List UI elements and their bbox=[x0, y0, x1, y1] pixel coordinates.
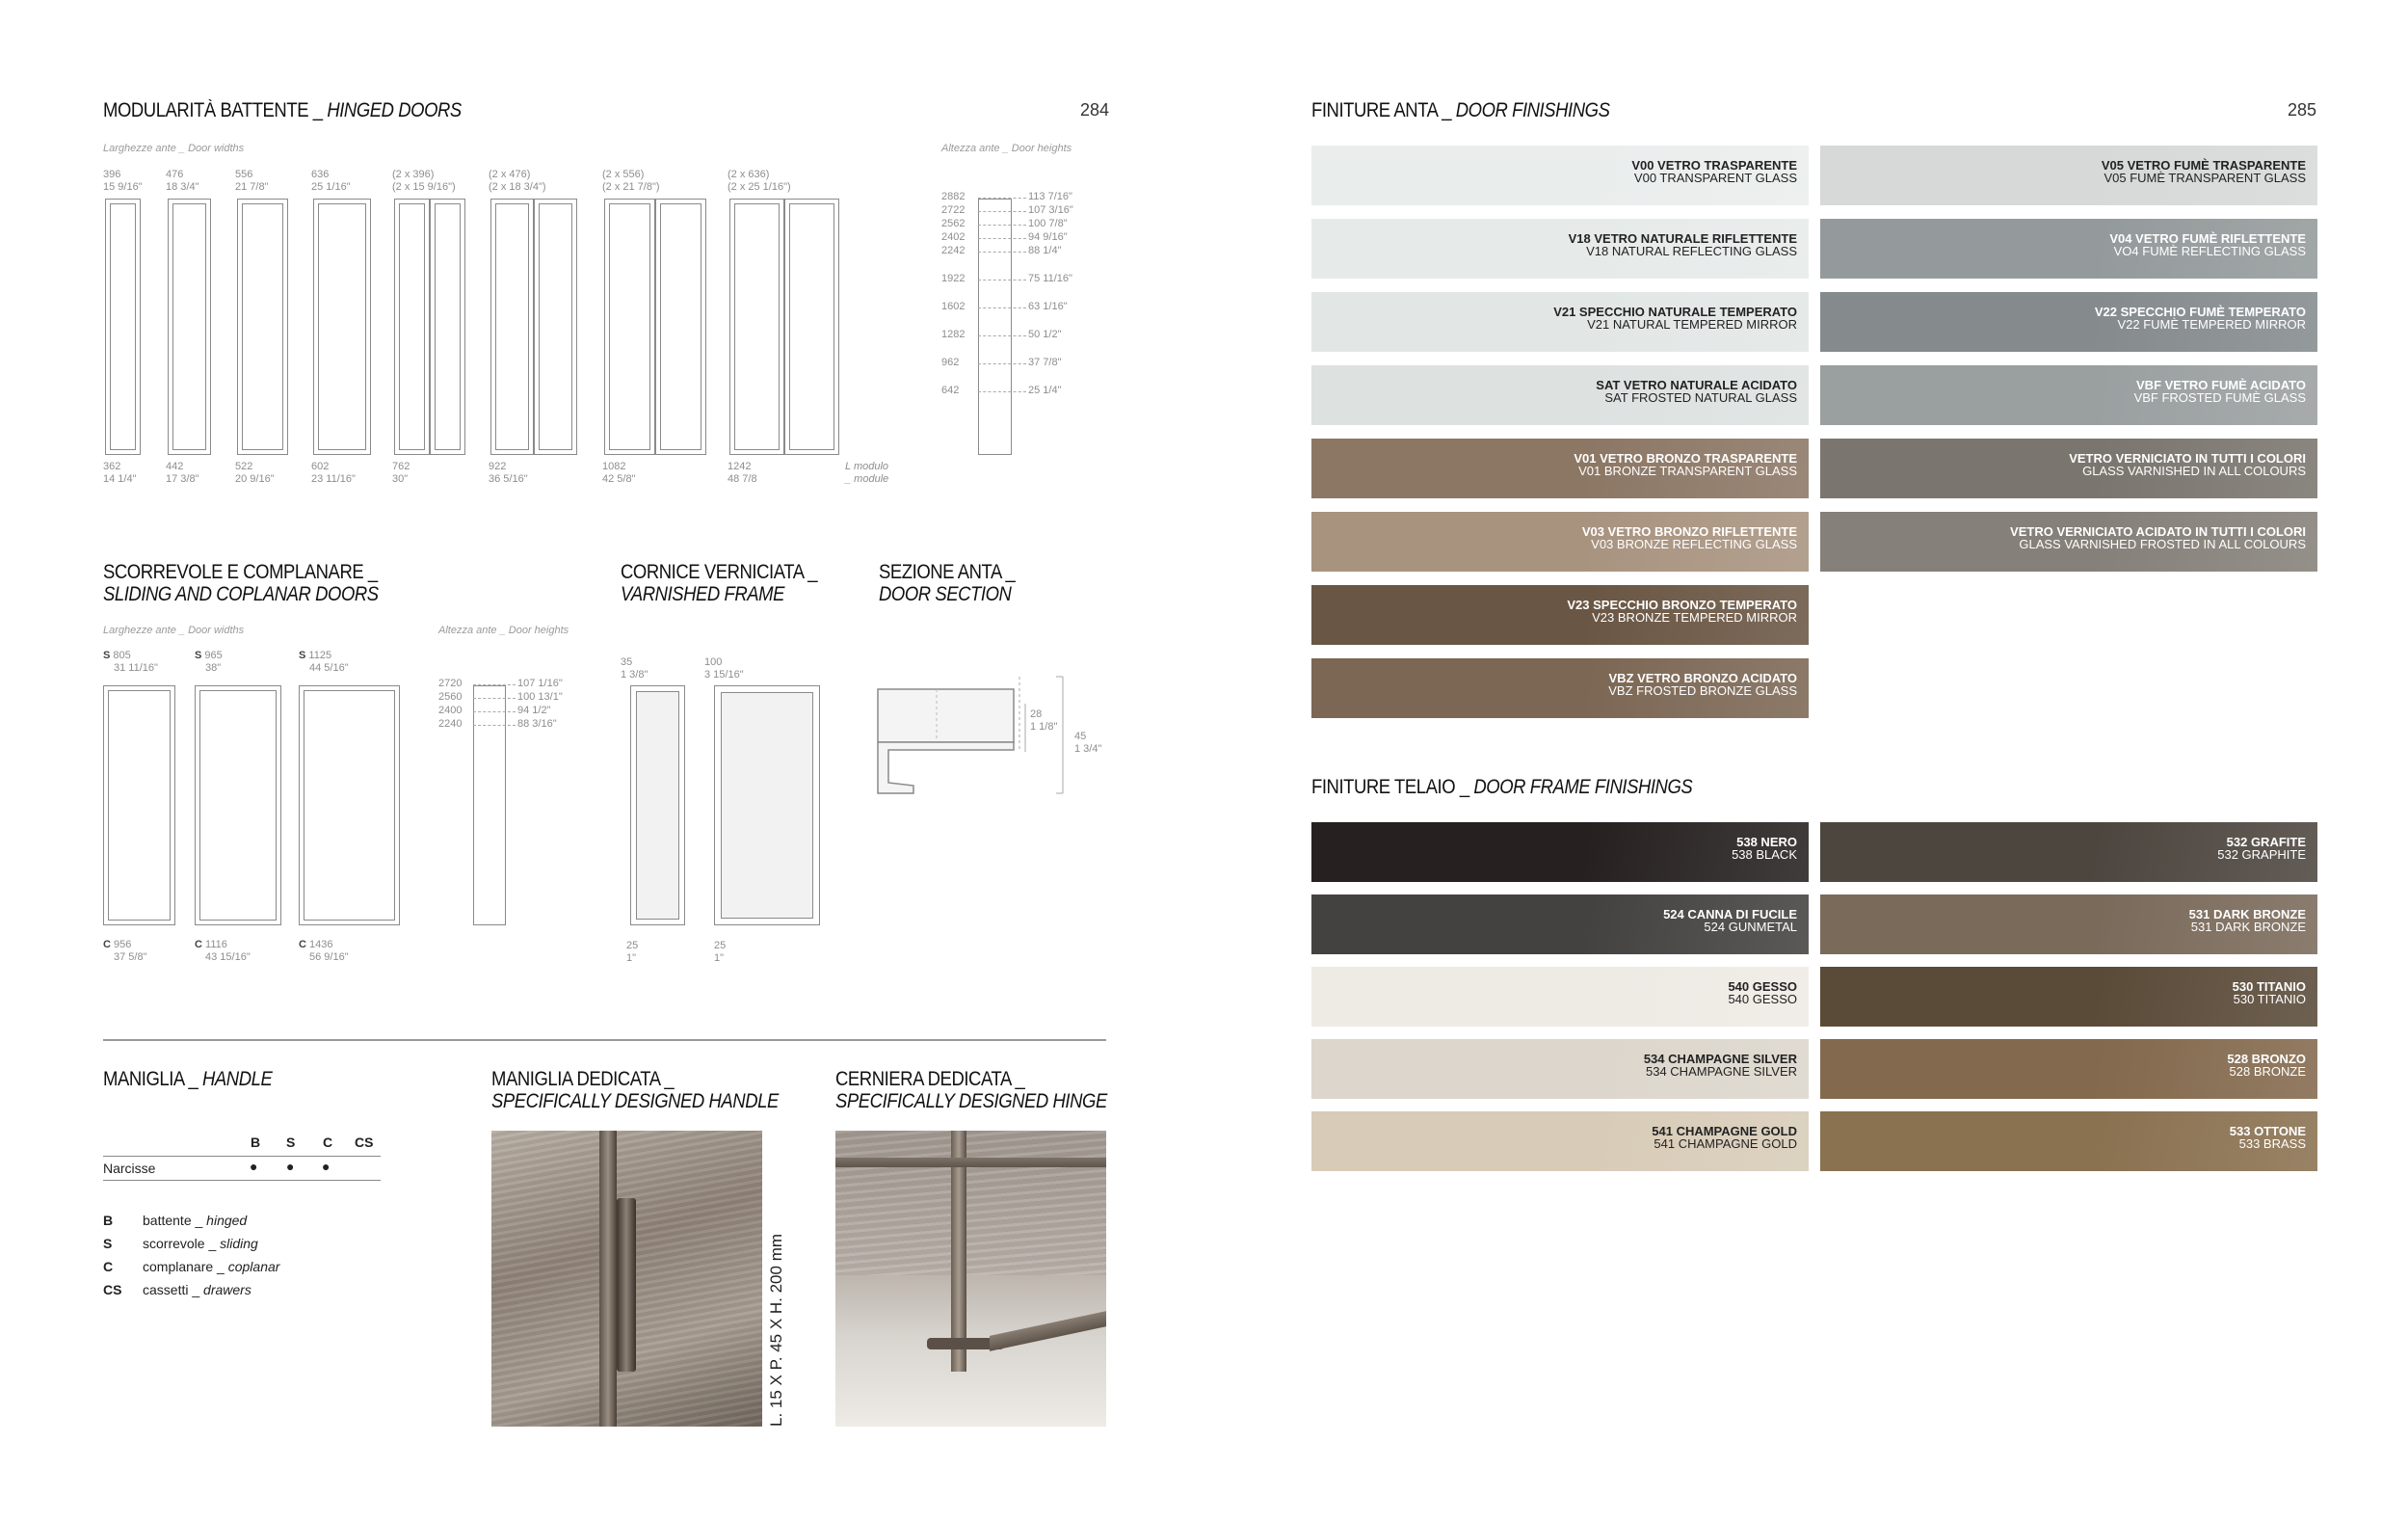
height-mm-label: 1602 bbox=[941, 301, 966, 312]
hinged-door-drawing bbox=[430, 199, 465, 455]
row-mark: ● bbox=[286, 1159, 295, 1174]
finish-code: 524 CANNA DI FUCILE bbox=[1663, 907, 1797, 921]
finish-code: V04 VETRO FUMÈ RIFLETTENTE bbox=[2109, 231, 2306, 246]
sliding-bottom-label: C 956 37 5/8" bbox=[103, 939, 147, 963]
hinged-top-label: 636 25 1/16" bbox=[311, 169, 351, 193]
height-in-label: 107 3/16" bbox=[1028, 204, 1073, 216]
hinged-door-drawing bbox=[168, 199, 211, 455]
sliding-bottom-label: C 1116 43 15/16" bbox=[195, 939, 251, 963]
height-in-label: 113 7/16" bbox=[1028, 191, 1072, 202]
height-mm-label: 2400 bbox=[438, 705, 463, 716]
finish-code: 538 NERO bbox=[1736, 835, 1797, 849]
finish-swatch bbox=[1820, 822, 2317, 882]
finish-code: SAT VETRO NATURALE ACIDATO bbox=[1596, 378, 1797, 392]
height-mm-label: 2882 bbox=[941, 191, 966, 202]
module-label: L modulo _ module bbox=[845, 461, 889, 485]
sliding-widths-caption: Larghezze ante _ Door widths bbox=[103, 625, 245, 636]
sliding-door-drawing bbox=[103, 685, 175, 925]
finish-code: VBF VETRO FUMÈ ACIDATO bbox=[2136, 378, 2306, 392]
height-dash bbox=[978, 335, 1026, 336]
finish-swatch bbox=[1311, 512, 1809, 572]
height-mm-label: 2560 bbox=[438, 691, 463, 703]
sliding-title: SCORREVOLE E COMPLANARE _ SLIDING AND COPLANAR DOORS bbox=[103, 561, 379, 605]
legend-row: CS cassetti _ drawers bbox=[103, 1282, 251, 1297]
finish-name-en: 533 BRASS bbox=[2238, 1136, 2306, 1151]
frame-drawing-narrow bbox=[630, 685, 685, 925]
legend-row: B battente _ hinged bbox=[103, 1213, 248, 1228]
hinge-photo bbox=[835, 1131, 1106, 1427]
height-in-label: 25 1/4" bbox=[1028, 385, 1062, 396]
hinged-door-drawing bbox=[534, 199, 577, 455]
height-dash bbox=[978, 238, 1026, 239]
section-dim: 45 1 3/4" bbox=[1074, 731, 1102, 755]
row-name: Narcisse bbox=[103, 1161, 156, 1176]
height-mm-label: 2722 bbox=[941, 204, 966, 216]
finish-swatch bbox=[1820, 146, 2317, 205]
hinged-bottom-label: 442 17 3/8" bbox=[166, 461, 199, 485]
hinged-top-label: 556 21 7/8" bbox=[235, 169, 269, 193]
hinged-door-drawing bbox=[313, 199, 371, 455]
finish-swatch bbox=[1311, 219, 1809, 279]
hinged-bottom-label: 922 36 5/16" bbox=[489, 461, 528, 485]
height-dash bbox=[473, 698, 516, 699]
finish-name-en: 541 CHAMPAGNE GOLD bbox=[1654, 1136, 1797, 1151]
height-in-label: 50 1/2" bbox=[1028, 329, 1062, 340]
handle-title: MANIGLIA _ HANDLE bbox=[103, 1068, 273, 1090]
dedicated-handle-title: MANIGLIA DEDICATA _ SPECIFICALLY DESIGNED HANDLE bbox=[491, 1068, 779, 1112]
finish-name-en: V05 FUMÈ TRANSPARENT GLASS bbox=[2104, 171, 2306, 185]
page-number-right: 285 bbox=[2288, 100, 2317, 120]
frame-dim: 35 1 3/8" bbox=[621, 656, 648, 681]
finish-name-en: V23 BRONZE TEMPERED MIRROR bbox=[1592, 610, 1797, 625]
height-in-label: 100 13/1" bbox=[517, 691, 563, 703]
hinged-door-drawing bbox=[490, 199, 534, 455]
finish-code: 528 BRONZO bbox=[2227, 1052, 2306, 1066]
finish-swatch bbox=[1311, 365, 1809, 425]
finish-swatch bbox=[1311, 1039, 1809, 1099]
frame-dim: 100 3 15/16" bbox=[704, 656, 744, 681]
hinged-bottom-label: 362 14 1/4" bbox=[103, 461, 137, 485]
finish-code: V03 VETRO BRONZO RIFLETTENTE bbox=[1581, 524, 1797, 539]
hinged-top-label: 476 18 3/4" bbox=[166, 169, 199, 193]
hinged-door-drawing bbox=[237, 199, 288, 455]
hinged-door-drawing bbox=[784, 199, 839, 455]
height-mm-label: 2242 bbox=[941, 245, 966, 256]
row-mark: ● bbox=[250, 1159, 258, 1174]
section-dim: 28 1 1/8" bbox=[1030, 708, 1058, 733]
frame-dim: 25 1" bbox=[626, 940, 639, 964]
sliding-top-label: S 965 38" bbox=[195, 650, 223, 674]
finish-swatch bbox=[1311, 146, 1809, 205]
finish-code: VETRO VERNICIATO ACIDATO IN TUTTI I COLORI bbox=[2010, 524, 2306, 539]
sliding-bottom-label: C 1436 56 9/16" bbox=[299, 939, 349, 963]
height-mm-label: 1922 bbox=[941, 273, 966, 284]
finish-swatch bbox=[1820, 512, 2317, 572]
height-mm-label: 642 bbox=[941, 385, 960, 396]
sliding-door-drawing bbox=[299, 685, 400, 925]
finish-code: V23 SPECCHIO BRONZO TEMPERATO bbox=[1567, 598, 1797, 612]
row-mark: ● bbox=[322, 1159, 331, 1174]
finish-name-en: VO4 FUMÈ REFLECTING GLASS bbox=[2113, 244, 2306, 258]
finish-code: VETRO VERNICIATO IN TUTTI I COLORI bbox=[2069, 451, 2306, 466]
frame-dim: 25 1" bbox=[714, 940, 727, 964]
col-header: CS bbox=[355, 1135, 374, 1150]
finish-swatch bbox=[1311, 895, 1809, 954]
height-bar-drawing bbox=[978, 199, 1012, 455]
hinged-top-label: (2 x 556) (2 x 21 7/8") bbox=[602, 169, 660, 193]
finish-swatch bbox=[1820, 292, 2317, 352]
height-mm-label: 1282 bbox=[941, 329, 966, 340]
finish-code: 540 GESSO bbox=[1728, 979, 1797, 994]
hinged-bottom-label: 1242 48 7/8 bbox=[728, 461, 757, 485]
height-mm-label: 2562 bbox=[941, 218, 966, 229]
finish-code: 530 TITANIO bbox=[2232, 979, 2306, 994]
height-in-label: 88 3/16" bbox=[517, 718, 557, 730]
sliding-heights-caption: Altezza ante _ Door heights bbox=[438, 625, 569, 636]
finish-swatch bbox=[1820, 439, 2317, 498]
door-finishings-title: FINITURE ANTA _ DOOR FINISHINGS bbox=[1311, 99, 1610, 121]
hinged-bottom-label: 522 20 9/16" bbox=[235, 461, 275, 485]
finish-code: 534 CHAMPAGNE SILVER bbox=[1643, 1052, 1797, 1066]
finish-code: V00 VETRO TRASPARENTE bbox=[1631, 158, 1797, 173]
finish-name-en: 528 BRONZE bbox=[2229, 1064, 2306, 1079]
finish-name-en: 540 GESSO bbox=[1728, 992, 1797, 1006]
finish-name-en: V00 TRANSPARENT GLASS bbox=[1633, 171, 1797, 185]
finish-name-en: 524 GUNMETAL bbox=[1704, 920, 1797, 934]
hinged-top-label: (2 x 396) (2 x 15 9/16") bbox=[392, 169, 456, 193]
height-mm-label: 962 bbox=[941, 357, 960, 368]
sliding-top-label: S 1125 44 5/16" bbox=[299, 650, 349, 674]
finish-swatch bbox=[1311, 967, 1809, 1027]
legend-row: C complanare _ coplanar bbox=[103, 1259, 280, 1274]
finish-code: 532 GRAFITE bbox=[2226, 835, 2306, 849]
finish-name-en: 530 TITANIO bbox=[2233, 992, 2306, 1006]
finish-swatch bbox=[1311, 585, 1809, 645]
height-in-label: 107 1/16" bbox=[517, 678, 563, 689]
finish-name-en: SAT FROSTED NATURAL GLASS bbox=[1604, 390, 1797, 405]
height-dash bbox=[978, 307, 1026, 308]
finish-swatch bbox=[1311, 822, 1809, 882]
finish-swatch bbox=[1820, 1039, 2317, 1099]
height-mm-label: 2240 bbox=[438, 718, 463, 730]
finish-name-en: VBF FROSTED FUMÈ GLASS bbox=[2133, 390, 2306, 405]
col-header: B bbox=[251, 1135, 261, 1150]
hinged-door-drawing bbox=[655, 199, 706, 455]
finish-swatch bbox=[1311, 1111, 1809, 1171]
height-dash bbox=[978, 363, 1026, 364]
section-divider bbox=[103, 1039, 1106, 1041]
hinged-bottom-label: 1082 42 5/8" bbox=[602, 461, 636, 485]
finish-code: V05 VETRO FUMÈ TRASPARENTE bbox=[2101, 158, 2306, 173]
finish-swatch bbox=[1820, 1111, 2317, 1171]
handle-photo bbox=[491, 1131, 762, 1427]
sliding-top-label: S 805 31 11/16" bbox=[103, 650, 158, 674]
finish-swatch bbox=[1311, 439, 1809, 498]
hinged-bottom-label: 762 30" bbox=[392, 461, 410, 485]
handle-table bbox=[103, 1135, 381, 1181]
finish-name-en: 538 BLACK bbox=[1732, 847, 1797, 862]
height-dash bbox=[473, 684, 516, 685]
height-mm-label: 2720 bbox=[438, 678, 463, 689]
height-in-label: 94 9/16" bbox=[1028, 231, 1068, 243]
finish-code: 531 DARK BRONZE bbox=[2188, 907, 2306, 921]
handle-legend bbox=[103, 1209, 279, 1301]
hinged-top-label: (2 x 636) (2 x 25 1/16") bbox=[728, 169, 791, 193]
frame-title: CORNICE VERNICIATA _ VARNISHED FRAME bbox=[621, 561, 818, 605]
hinged-door-drawing bbox=[394, 199, 430, 455]
hinged-door-drawing bbox=[604, 199, 655, 455]
frame-drawing-wide bbox=[714, 685, 820, 925]
finish-swatch bbox=[1820, 895, 2317, 954]
height-dash bbox=[978, 225, 1026, 226]
finish-swatch bbox=[1311, 292, 1809, 352]
hinged-top-label: (2 x 476) (2 x 18 3/4") bbox=[489, 169, 546, 193]
height-mm-label: 2402 bbox=[941, 231, 966, 243]
height-dash bbox=[473, 725, 516, 726]
finish-swatch bbox=[1820, 365, 2317, 425]
page-number-left: 284 bbox=[1080, 100, 1110, 120]
hinged-top-label: 396 15 9/16" bbox=[103, 169, 143, 193]
height-dash bbox=[978, 391, 1026, 392]
finish-code: 533 OTTONE bbox=[2229, 1124, 2306, 1138]
finish-code: V22 SPECCHIO FUMÈ TEMPERATO bbox=[2094, 305, 2306, 319]
height-in-label: 75 11/16" bbox=[1028, 273, 1072, 284]
finish-code: VBZ VETRO BRONZO ACIDATO bbox=[1608, 671, 1797, 685]
finish-name-en: 531 DARK BRONZE bbox=[2190, 920, 2306, 934]
hinged-bottom-label: 602 23 11/16" bbox=[311, 461, 356, 485]
sliding-door-drawing bbox=[195, 685, 281, 925]
finish-name-en: V01 BRONZE TRANSPARENT GLASS bbox=[1578, 464, 1797, 478]
height-dash bbox=[978, 211, 1026, 212]
hinged-widths-caption: Larghezze ante _ Door widths bbox=[103, 143, 245, 154]
section-title: SEZIONE ANTA _ DOOR SECTION bbox=[879, 561, 1016, 605]
height-in-label: 88 1/4" bbox=[1028, 245, 1062, 256]
height-dash bbox=[473, 711, 516, 712]
finish-name-en: GLASS VARNISHED IN ALL COLOURS bbox=[2082, 464, 2306, 478]
finish-code: 541 CHAMPAGNE GOLD bbox=[1652, 1124, 1797, 1138]
finish-name-en: 532 GRAPHITE bbox=[2217, 847, 2306, 862]
hinged-heights-caption: Altezza ante _ Door heights bbox=[941, 143, 1072, 154]
finish-name-en: GLASS VARNISHED FROSTED IN ALL COLOURS bbox=[2019, 537, 2306, 551]
finish-swatch bbox=[1820, 967, 2317, 1027]
height-dash bbox=[978, 198, 1026, 199]
height-dash bbox=[978, 252, 1026, 253]
hinged-door-drawing bbox=[105, 199, 141, 455]
height-bar-drawing bbox=[473, 685, 506, 925]
height-in-label: 100 7/8" bbox=[1028, 218, 1068, 229]
finish-code: V21 SPECCHIO NATURALE TEMPERATO bbox=[1553, 305, 1797, 319]
finish-swatch bbox=[1820, 219, 2317, 279]
finish-name-en: VBZ FROSTED BRONZE GLASS bbox=[1608, 683, 1797, 698]
height-in-label: 94 1/2" bbox=[517, 705, 551, 716]
finish-name-en: V18 NATURAL REFLECTING GLASS bbox=[1586, 244, 1797, 258]
finish-name-en: V03 BRONZE REFLECTING GLASS bbox=[1591, 537, 1797, 551]
finish-swatch bbox=[1311, 658, 1809, 718]
col-header: C bbox=[323, 1135, 333, 1150]
hinged-door-drawing bbox=[729, 199, 784, 455]
finish-name-en: 534 CHAMPAGNE SILVER bbox=[1645, 1064, 1797, 1079]
finish-name-en: V21 NATURAL TEMPERED MIRROR bbox=[1587, 317, 1797, 332]
dedicated-hinge-title: CERNIERA DEDICATA _ SPECIFICALLY DESIGNED HINGE bbox=[835, 1068, 1107, 1112]
legend-row: S scorrevole _ sliding bbox=[103, 1236, 258, 1251]
handle-dimensions: L. 15 X P. 45 X H. 200 mm bbox=[767, 1233, 785, 1427]
finish-code: V01 VETRO BRONZO TRASPARENTE bbox=[1574, 451, 1797, 466]
col-header: S bbox=[286, 1135, 296, 1150]
height-in-label: 63 1/16" bbox=[1028, 301, 1068, 312]
finish-code: V18 VETRO NATURALE RIFLETTENTE bbox=[1568, 231, 1797, 246]
finish-name-en: V22 FUMÈ TEMPERED MIRROR bbox=[2117, 317, 2306, 332]
height-in-label: 37 7/8" bbox=[1028, 357, 1062, 368]
hinged-title: MODULARITÀ BATTENTE _ HINGED DOORS bbox=[103, 99, 462, 121]
frame-finishings-title: FINITURE TELAIO _ DOOR FRAME FINISHINGS bbox=[1311, 776, 1693, 798]
